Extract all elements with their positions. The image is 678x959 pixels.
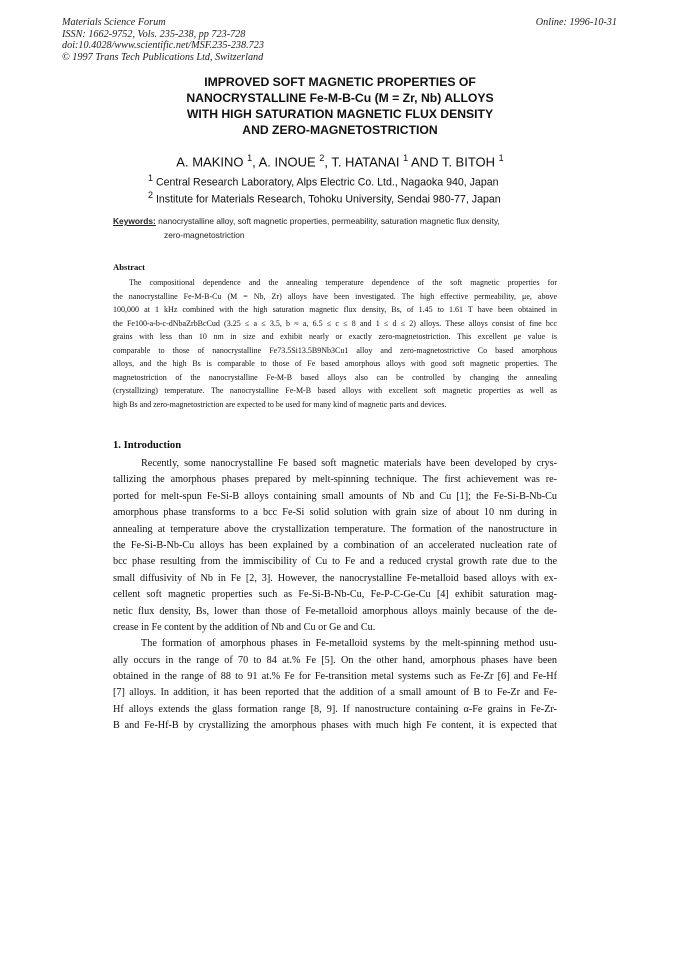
abstract-line: the Fe100-a-b-c-dNbaZrbBcCud (3.25 ≤ a ≤ 3.5, b ≈ a, 6.5 ≤ c ≤ 8 and 1 ≤ d ≤ 2) alloys. These alloys consist of fine bcc — [113, 318, 557, 328]
body-line: small diffusivity of Nb in Fe [2, 3]. However, the nanocrystalline Fe-metalloid based alloys with ex- — [113, 572, 557, 584]
affiliation-2-sup: 2 — [148, 190, 154, 200]
abstract-line: 100,000 at 1 kHz combined with the high saturation magnetic flux density, Bs, of 1.45 to 1.61 T have been obtained in — [113, 305, 557, 314]
author-2-affil: 2 — [319, 153, 325, 163]
affiliation-2 — [148, 188, 568, 207]
keywords-label: Keywords: — [113, 216, 156, 226]
author-4: AND T. BITOH — [408, 154, 496, 170]
section-heading-introduction: 1. Introduction — [113, 440, 182, 451]
affiliation-1 — [148, 171, 568, 190]
body-line: ally occurs in the range of 70 to 84 at.% Fe [5]. On the other hand, amorphous phases have been — [113, 654, 557, 666]
body-line: cellent soft magnetic properties such as Fe-Si-B-Nb-Cu, Fe-P-C-Ge-Cu [4] exhibit saturation mag- — [113, 589, 557, 601]
abstract-line: comparable to those of nanocrystalline Fe73.5Si13.5B9Nb3Cu1 alloy and zero-magnetostrictive Co based amorphous — [113, 345, 557, 355]
keywords-line-1: nanocrystalline alloy, soft magnetic properties, permeability, saturation magnetic flux density, — [155, 216, 500, 226]
keywords-line-2: zero-magnetostriction — [164, 230, 245, 240]
body-line: netic flux density, Bs, lower than those of Fe-metalloid amorphous alloys mainly because of the de- — [113, 605, 557, 617]
body-line: annealing at temperature above the crystallization temperature. The formation of the nanostructure in — [113, 523, 557, 535]
introduction-body — [113, 456, 557, 735]
author-1: A. MAKINO — [176, 154, 244, 170]
abstract-line: The compositional dependence and the annealing temperature dependence of the soft magnetic properties for — [129, 278, 557, 287]
affiliation-2-text: Institute for Materials Research, Tohoku University, Sendai 980-77, Japan — [155, 193, 501, 206]
journal-header — [62, 17, 617, 63]
author-2: , A. INOUE — [252, 154, 316, 170]
body-line: [7] alloys. In addition, it has been reported that the addition of a small amount of B to Fe-Zr and Fe- — [113, 687, 557, 699]
body-line: ported for melt-spun Fe-Si-B alloys containing small amounts of Nb and Cu [1]; the Fe-Si-B-Nb-Cu — [113, 490, 557, 502]
journal-name: Materials Science Forum — [62, 17, 166, 28]
abstract-heading: Abstract — [113, 262, 145, 272]
title-line-1: IMPROVED SOFT MAGNETIC PROPERTIES OF — [204, 75, 476, 89]
author-1-affil: 1 — [247, 153, 253, 163]
abstract-line: (crystallizing) temperature. The nanocrystalline Fe-M-B based alloys with excellent soft magnetic properties as well as — [113, 386, 557, 395]
affiliation-1-text: Central Research Laboratory, Alps Electric Co. Ltd., Nagaoka 940, Japan — [155, 176, 499, 189]
author-4-affil: 1 — [498, 153, 504, 163]
paper-title — [120, 74, 560, 138]
author-list — [100, 150, 580, 170]
abstract-body — [113, 276, 557, 411]
body-line: The formation of amorphous phases in Fe-metalloid systems by the melt-spinning method usu- — [141, 638, 557, 650]
author-3: , T. HATANAI — [324, 154, 400, 170]
title-line-3: WITH HIGH SATURATION MAGNETIC FLUX DENSITY — [186, 107, 494, 121]
body-line: the Fe-Si-B-Nb-Cu alloys has been explained by a combination of an accelerated nucleation rate of — [113, 539, 557, 551]
body-line: B and Fe-Hf-B by crystallizing the amorphous phases with much high Fe content, it is expected that — [113, 720, 557, 732]
body-line: tallizing the amorphous phases prepared by melt-spinning technique. The first achievement was re- — [113, 474, 557, 486]
body-line: amorphous phase transforms to a bcc Fe-Si solid solution with grain size of about 10 nm during in — [113, 507, 557, 519]
issn-line: ISSN: 1662-9752, Vols. 235-238, pp 723-728 — [62, 28, 246, 40]
abstract-line: the nanocrystalline Fe-M-B-Cu (M = Nb, Zr) alloys have been investigated. The high effective permeability, μe, above — [113, 291, 557, 301]
keywords — [113, 214, 573, 242]
affiliation-1-sup: 1 — [148, 173, 154, 183]
body-line: crease in Fe content by the addition of Nb and Cu or Ge and Cu. — [113, 621, 376, 633]
title-line-2: NANOCRYSTALLINE Fe-M-B-Cu (M = Zr, Nb) ALLOYS — [186, 91, 494, 105]
online-date: Online: 1996-10-31 — [535, 17, 617, 28]
body-line: obtained in the range of 88 to 91 at.% Fe for Fe-transition metal systems such as Fe-Zr [6] and Fe-Hf — [113, 671, 557, 683]
title-line-4: AND ZERO-MAGNETOSTRICTION — [242, 123, 438, 137]
author-3-affil: 1 — [403, 153, 409, 163]
abstract-line: grains with less than 10 nm in size and exhibit nearly or exactly zero-magnetostriction. This excellent μe value is — [113, 332, 557, 341]
abstract-line: alloys, and the high Bs is comparable to those of Fe based amorphous alloys with good soft magnetic properties. The — [113, 359, 557, 368]
abstract-line: magnetostriction of the nanocrystalline Fe-M-B based alloys also can be controlled by changing the annealing — [113, 372, 557, 382]
body-line: Recently, some nanocrystalline Fe based soft magnetic materials have been developed by crys- — [141, 458, 557, 469]
doi-line[interactable]: doi:10.4028/www.scientific.net/MSF.235-238.723 — [62, 40, 264, 52]
body-line: Hf alloys extends the glass formation range [8, 9]. If nanostructure containing α-Fe grains in Fe-Zr- — [113, 703, 557, 715]
abstract-line: high Bs and zero-magnetostriction are expected to be used for many kind of magnetic parts and devices. — [113, 399, 447, 409]
body-line: bcc phase resulting from the immiscibility of Cu to Fe and a reduced crystal growth rate due to the — [113, 556, 557, 568]
copyright-line: © 1997 Trans Tech Publications Ltd, Switzerland — [62, 51, 264, 63]
